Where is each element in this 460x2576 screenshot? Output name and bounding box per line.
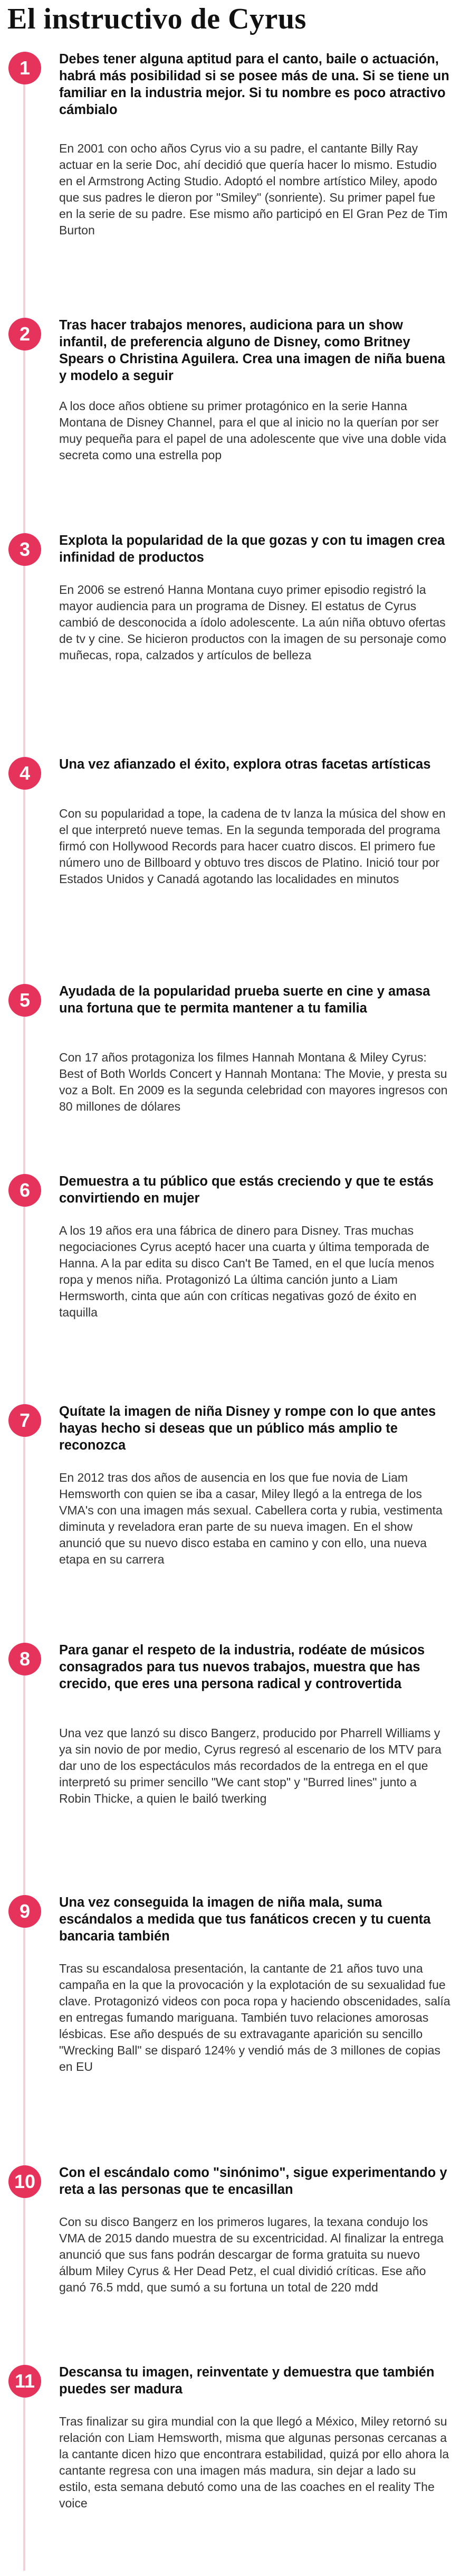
step-body: Una vez que lanzó su disco Bangerz, producido por Pharrell Williams y ya sin novio de por medio, Cyrus regresó al escenario de los MTV para dar uno de los espectáculos más recordados de la entrega en el que interpretó su primer sencillo "We cant stop" y "Burred lines" junto a Robin Thicke, a quien le bailó twerking xyxy=(59,1726,442,1805)
step-number-badge: 9 xyxy=(8,1895,41,1928)
step-heading: Explota la popularidad de la que gozas y con tu imagen crea infinidad de productos xyxy=(59,533,445,565)
step-body: Con su popularidad a tope, la cadena de tv lanza la música del show en el que interpretó nueve temas. En la segunda temporada del programa firmó con Hollywood Records para hacer cuatro discos. El primero fue número uno de Billboard y obtuvo tres discos de Platino. Inició tour por Estados Unidos y Canadá agotando las localidades en minutos xyxy=(59,807,446,886)
step-heading: Para ganar el respeto de la industria, rodéate de músicos consagrados para tus nuevos trabajos, muestra que has crecido, que eres una persona radical y controvertida xyxy=(59,1643,425,1691)
step-body: Con su disco Bangerz en los primeros lugares, la texana condujo los VMA de 2015 dando muestra de su excentricidad. Al finalizar la entrega anunció que sus fans podrán descargar de forma gratuita su nuevo álbum Miley Cyrus & Her Dead Petz, el cual dividió críticas. Ese año ganó 76.5 mdd, que sumó a su fortuna un total de 220 mdd xyxy=(59,2215,444,2294)
step-number-badge: 3 xyxy=(8,533,41,566)
step-body: En 2012 tras dos años de ausencia en los que fue novia de Liam Hemsworth con quien se iba a casar, Miley llegó a la entrega de los VMA's con una imagen más sexual. Cabellera corta y rubia, vestimenta diminuta y reveladora eran parte de su nueva imagen. En el show anunció que su nuevo disco estaba en camino y con ello, una nueva etapa en su carrera xyxy=(59,1471,443,1566)
step-heading: Con el escándalo como "sinónimo", sigue experimentando y reta a las personas que te encasillan xyxy=(59,2165,447,2197)
step-body: A los 19 años era una fábrica de dinero para Disney. Tras muchas negociaciones Cyrus aceptó hacer una cuarta y última temporada de Hanna. A la par edita su disco Can't Be Tamed, en el que lucía menos ropa y menos niña. Protagonizó La última canción junto a Liam Hermsworth, cinta que aún con críticas negativas gozó de éxito en taquilla xyxy=(59,1224,435,1319)
step-number-badge: 6 xyxy=(8,1174,41,1207)
step-number-badge: 5 xyxy=(8,984,41,1017)
step-number-badge: 8 xyxy=(8,1643,41,1675)
step-body: A los doce años obtiene su primer protagónico en la serie Hanna Montana de Disney Channel, para el que al inicio no la querían por ser muy pequeña para el papel de una adolescente que vive una doble vida secreta como una estrella pop xyxy=(59,399,447,462)
page-title: El instructivo de Cyrus xyxy=(7,3,306,35)
step-number-badge: 11 xyxy=(8,2365,41,2398)
step-heading: Ayudada de la popularidad prueba suerte en cine y amasa una fortuna que te permita mantener a tu familia xyxy=(59,984,430,1016)
step-body: Con 17 años protagoniza los filmes Hannah Montana & Miley Cyrus: Best of Both Worlds Concert y Hannah Montana: The Movie, y presta su voz a Bolt. En 2009 es la segunda celebridad con mayores ingresos con 80 millones de dólares xyxy=(59,1050,448,1113)
step-body: En 2001 con ocho años Cyrus vio a su padre, el cantante Billy Ray actuar en la serie Doc, ahí decidió que quería hacer lo mismo. Estudio en el Armstrong Acting Studio. Adoptó el nombre artístico Miley, apodo que sus padres le dieron por "Smiley" (sonriente). Su primer papel fue en la serie de su padre. Ese mismo año participó en El Gran Pez de Tim Burton xyxy=(59,141,448,237)
step-number-badge: 7 xyxy=(8,1404,41,1437)
step-number-badge: 2 xyxy=(8,318,41,351)
step-body: Tras su escandalosa presentación, la cantante de 21 años tuvo una campaña en la que la provocación y la explotación de su sexualidad fue clave. Protagonizó videos con poca ropa y haciendo obscenidades, salía en entregas fumando mariguana. También tuvo relaciones amorosas lésbicas. Ese año después de su extravagante aparición su sencillo "Wrecking Ball" se disparó 124% y vendió más de 3 millones de copias en EU xyxy=(59,1962,451,2073)
step-heading: Una vez afianzado el éxito, explora otras facetas artísticas xyxy=(59,757,431,772)
step-heading: Quítate la imagen de niña Disney y rompe con lo que antes hayas hecho si deseas que un público más amplio te reconozca xyxy=(59,1404,436,1453)
step-heading: Debes tener alguna aptitud para el canto, baile o actuación, habrá más posibilidad si se posee más de una. Si se tiene un familiar en la industria mejor. Si tu nombre es poco atractivo cámbialo xyxy=(59,52,449,117)
step-body: Tras finalizar su gira mundial con la que llegó a México, Miley retornó su relación con Liam Hemsworth, misma que algunas personas cercanas a la cantante dicen hizo que encontrara estabilidad, quizá por ello ahora la cantante regresa con una imagen más madura, sin dejar a lado su estilo, esta semana debutó como una de las coaches en el reality The voice xyxy=(59,2414,449,2510)
step-number-badge: 10 xyxy=(8,2165,41,2198)
step-heading: Tras hacer trabajos menores, audiciona para un show infantil, de preferencia alguno de Disney, como Britney Spears o Christina Aguilera. Crea una imagen de niña buena y modelo a seguir xyxy=(59,318,445,383)
step-number-badge: 1 xyxy=(8,52,41,84)
step-body: En 2006 se estrenó Hanna Montana cuyo primer episodio registró la mayor audiencia para un programa de Disney. El estatus de Cyrus cambió de desconocida a ídolo adolescente. La aún niña obtuvo ofertas de tv y cine. Se hicieron productos con la imagen de su personaje como muñecas, ropa, calzados y artículos de belleza xyxy=(59,583,446,662)
step-heading: Una vez conseguida la imagen de niña mala, suma escándalos a medida que tus fanáticos crecen y tu cuenta bancaria también xyxy=(59,1895,431,1944)
step-heading: Demuestra a tu público que estás creciendo y que te estás convirtiendo en mujer xyxy=(59,1174,434,1206)
step-heading: Descansa tu imagen, reinventate y demuestra que también puedes ser madura xyxy=(59,2365,435,2397)
step-number-badge: 4 xyxy=(8,757,41,790)
